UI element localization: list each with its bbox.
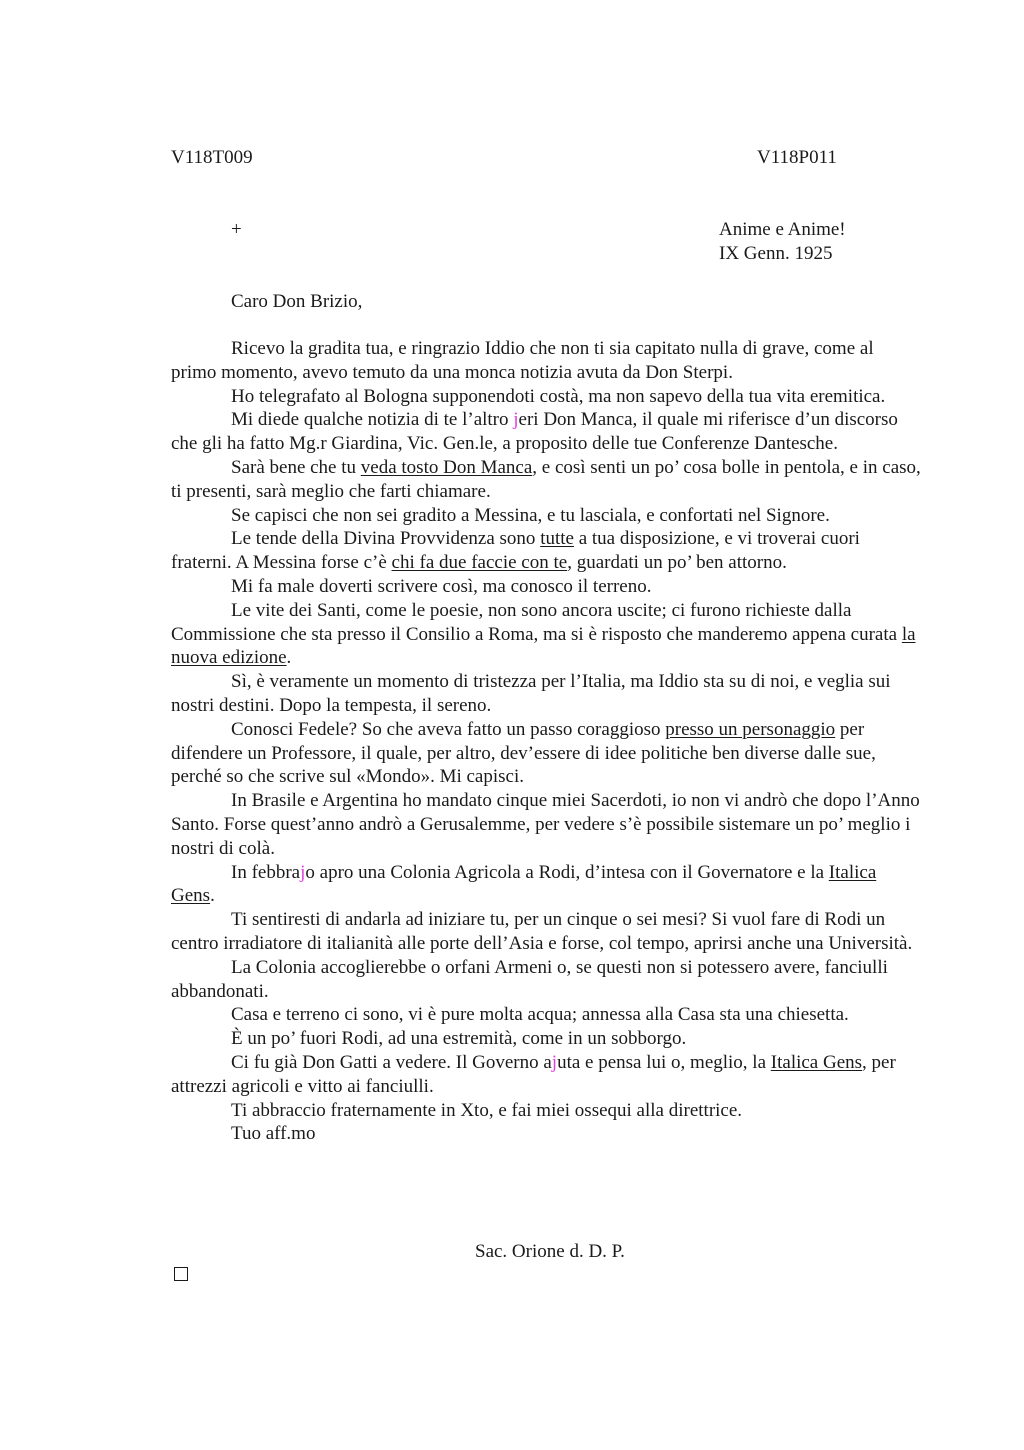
underlined-phrase: Italica Gens <box>770 1051 863 1073</box>
highlighted-letter: j <box>513 409 519 431</box>
paragraph: Mi diede qualche notizia di te l’altro jeri Don Manca, il quale mi riferisce d’un discorso che gli ha fatto Mg.r Giardina, Vic. Gen.le, a proposito delle tue Conferenze Dantesche. <box>171 409 898 455</box>
document-code-left: V118T009 <box>171 147 253 168</box>
paragraph: Sì, è veramente un momento di tristezza per l’Italia, ma Iddio sta su di noi, e veglia sui nostri destini. Dopo la tempesta, il sereno. <box>171 671 891 716</box>
underlined-phrase: presso un personaggio <box>665 718 836 740</box>
paragraph: Ricevo la gradita tua, e ringrazio Iddio che non ti sia capitato nulla di grave, come al primo momento, avevo temuto da una monca notizia avuta da Don Sterpi. <box>171 338 874 383</box>
letter-date: IX Genn. 1925 <box>719 243 833 264</box>
checkbox-square-icon <box>174 1267 188 1281</box>
underlined-phrase: tutte <box>540 528 574 550</box>
paragraph: La Colonia accoglierebbe o orfani Armeni o, se questi non si potessero avere, fanciulli abbandonati. <box>171 956 888 1002</box>
paragraph: Se capisci che non sei gradito a Messina, e tu lasciala, e confortati nel Signore. <box>231 504 830 526</box>
paragraph: Ho telegrafato al Bologna supponendoti costà, ma non sapevo della tua vita eremitica. <box>231 385 886 407</box>
cross-mark: + <box>231 219 242 240</box>
paragraph: Ti abbraccio fraternamente in Xto, e fai miei ossequi alla direttrice. <box>231 1099 743 1121</box>
paragraph: Casa e terreno ci sono, vi è pure molta acqua; annessa alla Casa sta una chiesetta. <box>231 1004 849 1026</box>
paragraph: Ci fu già Don Gatti a vedere. Il Governo ajuta e pensa lui o, meglio, la Italica Gens, per attrezzi agricoli e vitto ai fanciulli. <box>171 1051 896 1097</box>
underlined-phrase: veda tosto Don Manca <box>360 456 533 478</box>
paragraph: Ti sentiresti di andarla ad iniziare tu, per un cinque o sei mesi? Si vuol fare di Rodi un centro irradiatore di italianità alle porte dell’Asia e forse, col tempo, aprirsi anche una Università. <box>171 909 913 954</box>
paragraph: In febbrajo apro una Colonia Agricola a Rodi, d’intesa con il Governatore e la Italica Gens. <box>171 861 877 907</box>
paragraph: Le vite dei Santi, come le poesie, non sono ancora uscite; ci furono richieste dalla Commissione che sta presso il Consilio a Roma, ma si è risposto che manderemo appena curata la nuova edizione. <box>171 599 916 669</box>
motto: Anime e Anime! <box>719 219 846 240</box>
paragraph: Le tende della Divina Provvidenza sono tutte a tua disposizione, e vi troverai cuori fraterni. A Messina forse c’è chi fa due faccie con te, guardati un po’ ben attorno. <box>171 528 860 574</box>
signature: Sac. Orione d. D. P. <box>475 1241 625 1262</box>
paragraph: Mi fa male doverti scrivere così, ma conosco il terreno. <box>231 575 652 597</box>
closing: Tuo aff.mo <box>231 1123 316 1145</box>
paragraph: In Brasile e Argentina ho mandato cinque miei Sacerdoti, io non vi andrò che dopo l’Anno Santo. Forse quest’anno andrò a Gerusalemme, per vedere s’è possibile sistemare un po’ meglio i nostri di colà. <box>171 790 920 859</box>
paragraph: Conosci Fedele? So che aveva fatto un passo coraggioso presso un personaggio per difendere un Professore, il quale, per altro, dev’essere di idee politiche ben diverse dalle sue, perché so che scrive sul «Mondo». Mi capisci. <box>171 718 876 788</box>
salutation: Caro Don Brizio, <box>231 291 363 312</box>
paragraph: Sarà bene che tu veda tosto Don Manca, e così senti un po’ cosa bolle in pentola, e in caso, ti presenti, sarà meglio che farti chiamare. <box>171 456 921 502</box>
underlined-phrase: chi fa due faccie con te <box>391 552 568 574</box>
paragraph: È un po’ fuori Rodi, ad una estremità, come in un sobborgo. <box>231 1028 687 1050</box>
letter-body <box>171 337 923 1146</box>
underlined-phrase: la nuova edizione <box>171 623 916 669</box>
highlighted-letter: j <box>300 861 306 883</box>
underlined-phrase: Italica Gens <box>171 861 877 907</box>
document-code-right: V118P011 <box>757 147 837 168</box>
highlighted-letter: j <box>551 1051 558 1073</box>
